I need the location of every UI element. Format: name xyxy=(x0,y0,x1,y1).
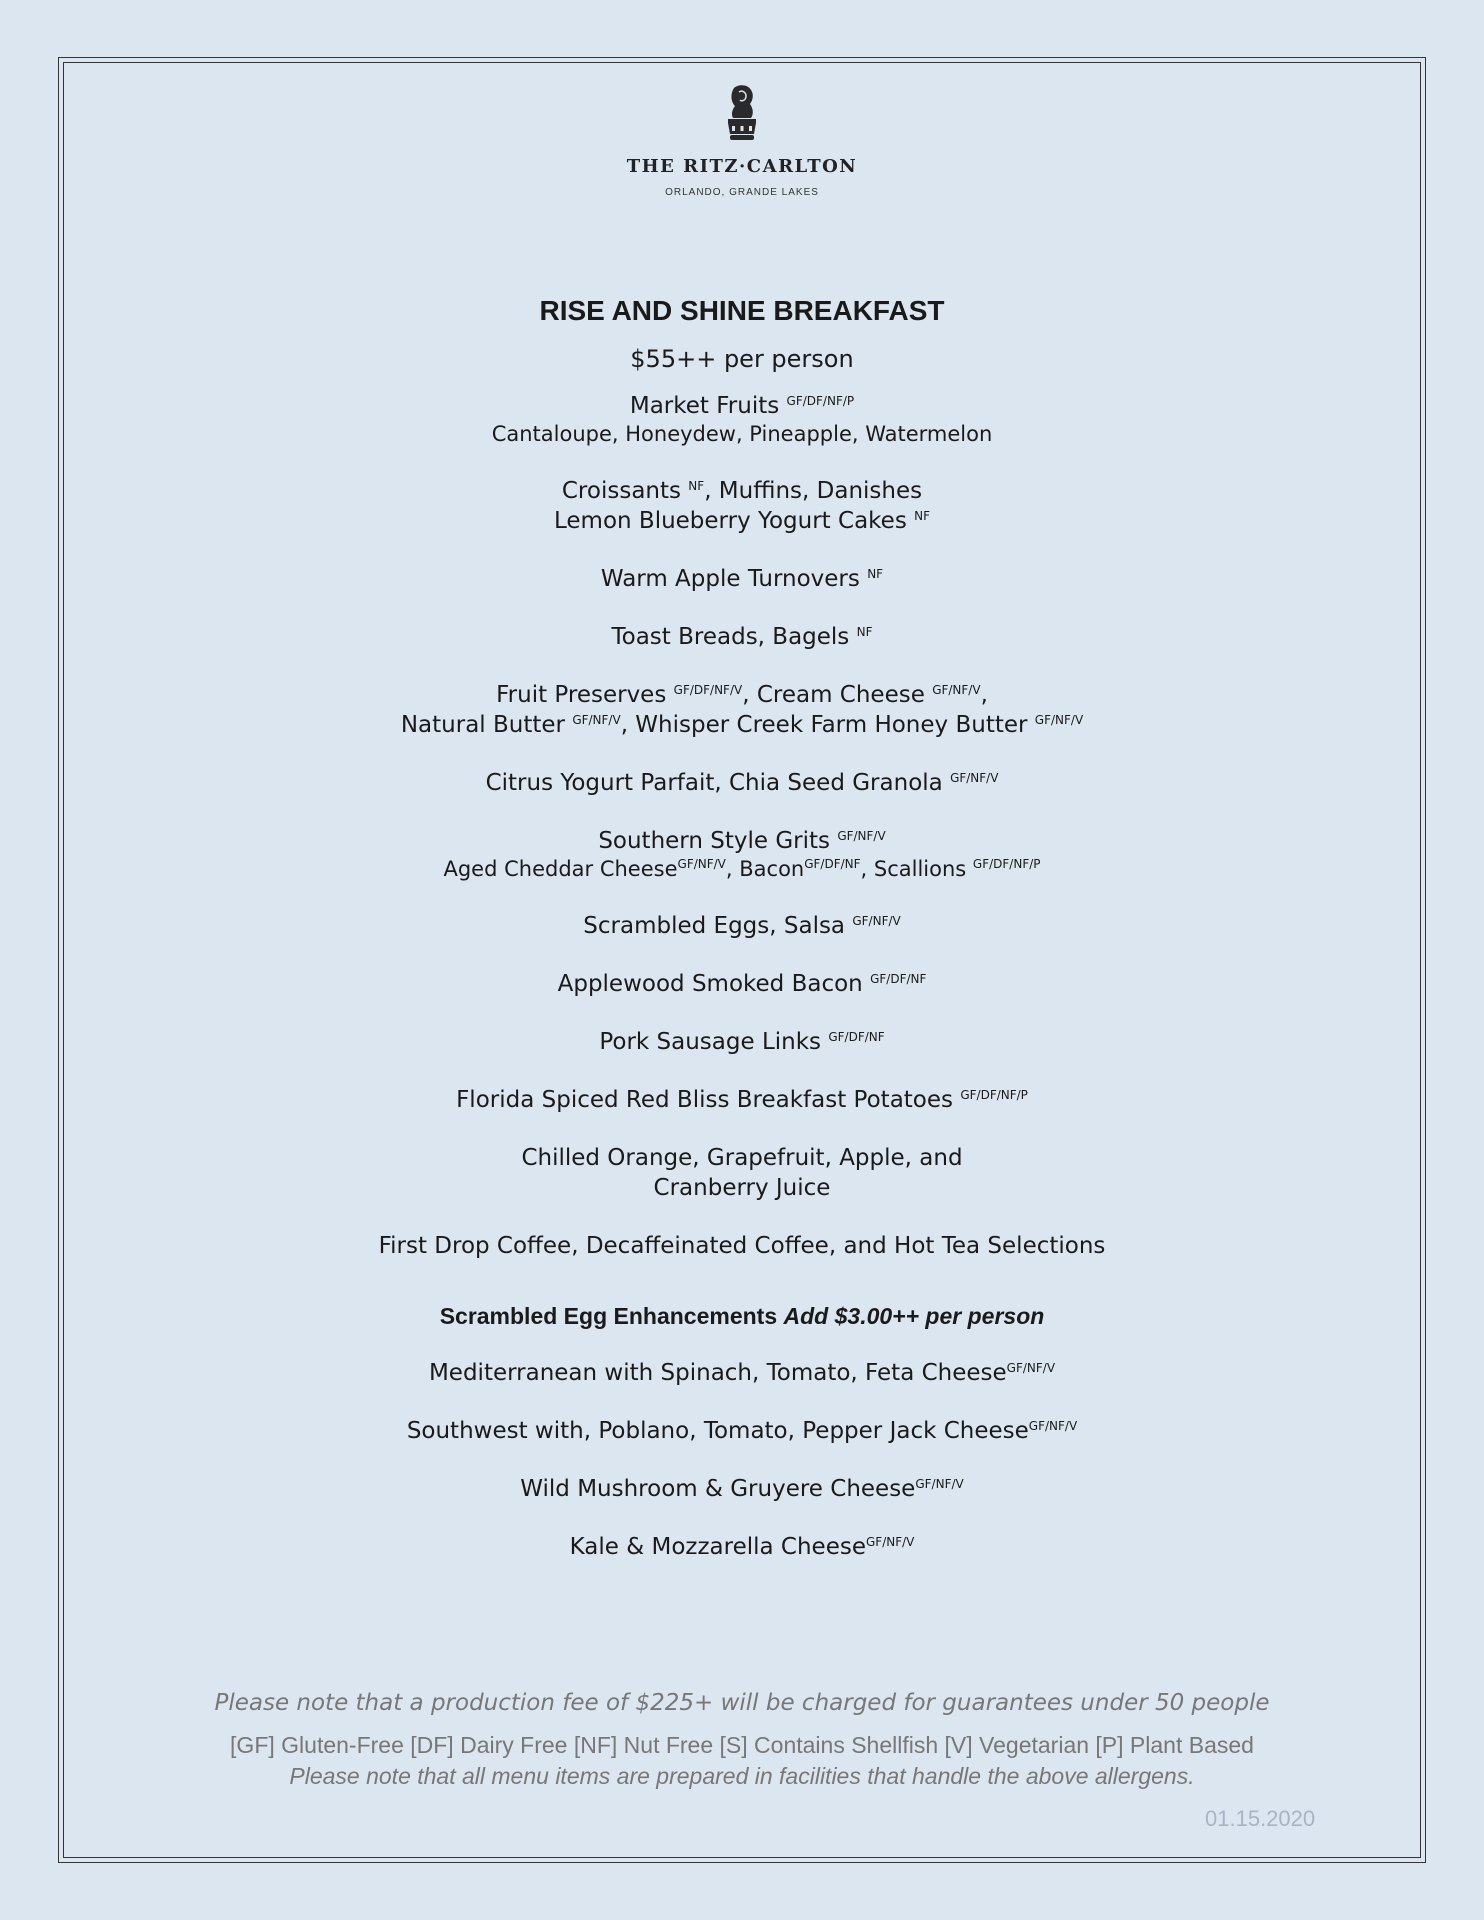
menu-text: Florida Spiced Red Bliss Breakfast Potatoes xyxy=(456,1087,961,1113)
menu-item-line xyxy=(0,391,1484,421)
menu-items xyxy=(0,391,1484,1261)
menu-text: Kale & Mozzarella Cheese xyxy=(569,1534,866,1560)
menu-text: Natural Butter xyxy=(400,712,573,738)
brand-name: THE RITZ·CARLTON xyxy=(626,156,858,177)
menu-item-detail xyxy=(0,856,1484,883)
menu-text: Citrus Yogurt Parfait, Chia Seed Granola xyxy=(485,770,951,796)
menu-item-line xyxy=(0,969,1484,999)
dietary-tag: GF/NF/V xyxy=(1028,1419,1078,1433)
dietary-tag: GF/NF/V xyxy=(677,857,726,871)
menu-item-line xyxy=(0,1358,1484,1388)
dietary-tag: GF/NF/V xyxy=(1034,713,1084,727)
dietary-tag: GF/NF/V xyxy=(837,829,886,843)
dietary-tag: NF xyxy=(914,509,931,523)
menu-item-line xyxy=(0,1416,1484,1446)
menu-item xyxy=(0,622,1484,652)
menu-text: Applewood Smoked Bacon xyxy=(557,971,871,997)
menu-item xyxy=(0,768,1484,798)
menu-item-line xyxy=(0,710,1484,740)
lion-crown-logo-icon xyxy=(720,84,764,142)
brand-location: ORLANDO, GRANDE LAKES xyxy=(665,187,819,198)
menu-text: , Whisper Creek Farm Honey Butter xyxy=(620,712,1035,738)
menu-text: , Muffins, Danishes xyxy=(704,478,923,504)
menu-item-line xyxy=(0,1027,1484,1057)
menu-item-line xyxy=(0,1173,1484,1203)
menu-item xyxy=(0,564,1484,594)
menu-item xyxy=(0,1474,1484,1504)
dietary-tag: NF xyxy=(688,479,705,493)
dietary-tag: GF/DF/NF/P xyxy=(960,1088,1028,1102)
dietary-tag: GF/DF/NF/P xyxy=(972,857,1041,871)
dietary-tag: GF/NF/V xyxy=(1006,1361,1056,1375)
dietary-tag: GF/DF/NF xyxy=(804,857,861,871)
dietary-tag: GF/DF/NF/V xyxy=(673,683,743,697)
menu-text: Toast Breads, Bagels xyxy=(611,624,857,650)
menu-text: Aged Cheddar Cheese xyxy=(443,857,678,881)
menu-item-line xyxy=(0,1231,1484,1261)
dietary-tag: GF/DF/NF xyxy=(828,1030,885,1044)
menu-text: Scrambled Eggs, Salsa xyxy=(583,913,853,939)
menu-text: Southern Style Grits xyxy=(598,828,838,854)
menu-text: Wild Mushroom & Gruyere Cheese xyxy=(520,1476,916,1502)
enhancements-price: Add $3.00++ per person xyxy=(783,1303,1045,1329)
dietary-tag: GF/NF/V xyxy=(852,914,901,928)
menu-item xyxy=(0,1027,1484,1057)
dietary-tag: GF/NF/V xyxy=(866,1535,915,1549)
menu-item-line xyxy=(0,768,1484,798)
dietary-tag: GF/NF/V xyxy=(572,713,621,727)
dietary-tag: GF/NF/V xyxy=(915,1477,964,1491)
menu-item-line xyxy=(0,1532,1484,1562)
menu-item xyxy=(0,1143,1484,1203)
menu-text: Southwest with, Poblano, Tomato, Pepper Jack Cheese xyxy=(406,1418,1029,1444)
dietary-tag: GF/NF/V xyxy=(950,771,999,785)
menu-text: , Cream Cheese xyxy=(742,682,933,708)
menu-item-line xyxy=(0,911,1484,941)
menu-item-line xyxy=(0,506,1484,536)
menu-text: Fruit Preserves xyxy=(496,682,674,708)
menu-item-line xyxy=(0,622,1484,652)
menu-text: , Bacon xyxy=(725,857,805,881)
menu-item-line xyxy=(0,1085,1484,1115)
menu-text: Croissants xyxy=(561,478,689,504)
menu-item xyxy=(0,391,1484,448)
menu-item xyxy=(0,911,1484,941)
menu-item-line xyxy=(0,564,1484,594)
menu-item xyxy=(0,1085,1484,1115)
menu-text: Lemon Blueberry Yogurt Cakes xyxy=(553,508,915,534)
allergen-note: Please note that all menu items are prepared in facilities that handle the above allergens. xyxy=(289,1763,1195,1789)
menu-text: Chilled Orange, Grapefruit, Apple, and xyxy=(521,1145,963,1171)
menu-text: Cantaloupe, Honeydew, Pineapple, Watermelon xyxy=(491,422,993,446)
menu-item xyxy=(0,1416,1484,1446)
dietary-tag: GF/NF/V xyxy=(932,683,981,697)
menu-item-line xyxy=(0,1474,1484,1504)
menu-text: , Scallions xyxy=(860,857,973,881)
menu-item xyxy=(0,826,1484,883)
header xyxy=(0,84,1484,198)
menu-item xyxy=(0,1231,1484,1261)
menu-text: First Drop Coffee, Decaffeinated Coffee, and Hot Tea Selections xyxy=(378,1233,1106,1259)
menu-item xyxy=(0,969,1484,999)
menu-text: Warm Apple Turnovers xyxy=(600,566,868,592)
enhancements-heading xyxy=(0,1303,1484,1330)
menu-item-line xyxy=(0,476,1484,506)
production-fee-note: Please note that a production fee of $225+ will be charged for guarantees under 50 people xyxy=(214,1690,1270,1716)
menu-item xyxy=(0,1358,1484,1388)
menu-date: 01.15.2020 xyxy=(1205,1806,1316,1831)
menu-text: Cranberry Juice xyxy=(653,1175,831,1201)
menu-title: RISE AND SHINE BREAKFAST xyxy=(539,295,945,326)
footer-notes xyxy=(0,1690,1484,1790)
dietary-tag: GF/DF/NF/P xyxy=(786,394,855,408)
menu-text: Mediterranean with Spinach, Tomato, Feta Cheese xyxy=(428,1360,1007,1386)
menu-item-line xyxy=(0,680,1484,710)
menu-item xyxy=(0,680,1484,740)
allergen-legend: [GF] Gluten-Free [DF] Dairy Free [NF] Nut Free [S] Contains Shellfish [V] Vegetarian [P] Plant Based xyxy=(230,1732,1254,1758)
enhancement-items xyxy=(0,1358,1484,1562)
dietary-tag: NF xyxy=(856,625,873,639)
dietary-tag: NF xyxy=(867,567,884,581)
menu-text: , xyxy=(980,682,988,708)
menu-text: Pork Sausage Links xyxy=(599,1029,829,1055)
menu-item-detail xyxy=(0,421,1484,448)
enhancements-title: Scrambled Egg Enhancements xyxy=(439,1303,778,1329)
menu-item xyxy=(0,476,1484,536)
menu-item xyxy=(0,1532,1484,1562)
menu-content xyxy=(0,295,1484,1590)
menu-text: Market Fruits xyxy=(629,393,787,419)
dietary-tag: GF/DF/NF xyxy=(870,972,927,986)
menu-price: $55++ per person xyxy=(630,345,854,373)
menu-item-line xyxy=(0,1143,1484,1173)
menu-item-line xyxy=(0,826,1484,856)
